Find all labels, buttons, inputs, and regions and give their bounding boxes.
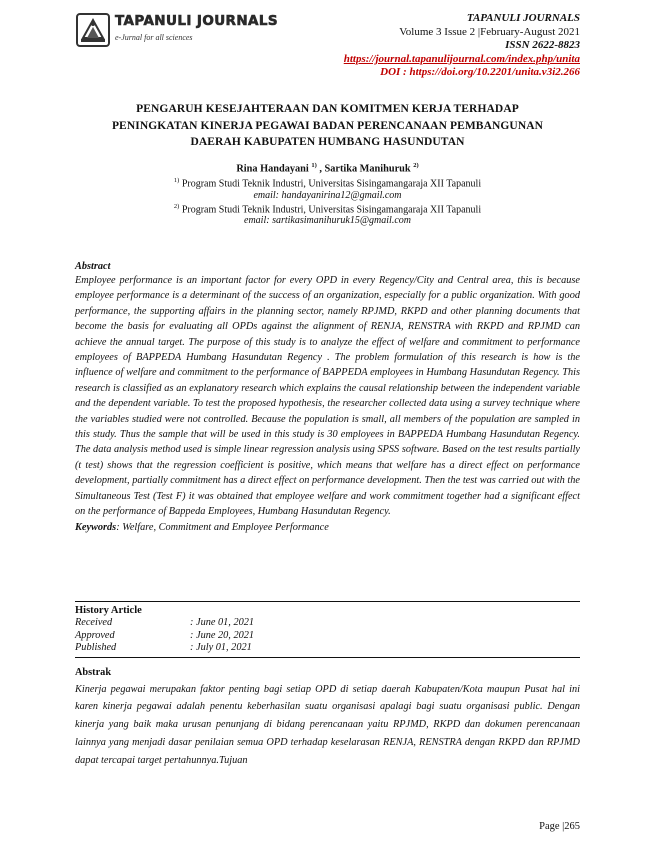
- affiliation-2: [75, 201, 580, 215]
- doi-link[interactable]: DOI : https://doi.org/10.2201/unita.v3i2.266: [380, 66, 580, 78]
- history-label: Published: [75, 642, 117, 653]
- history-row: [75, 617, 580, 630]
- page-number: Page |265: [539, 821, 580, 832]
- logo-wordmark: TAPANULI JOURNALS: [115, 13, 279, 29]
- history-label: Approved: [75, 629, 115, 641]
- author-2-sup: 2): [413, 162, 419, 169]
- author-separator: ,: [319, 163, 322, 175]
- volume-issue: Volume 3 Issue 2 |February-August 2021: [399, 25, 580, 38]
- email-2: email: sartikasimanihuruk15@gmail.com: [244, 215, 411, 227]
- author-2: Sartika Manihuruk: [324, 163, 411, 175]
- author-1-sup: 1): [311, 162, 317, 169]
- abstrak-heading: Abstrak: [75, 666, 112, 678]
- keywords-text: : Welfare, Commitment and Employee Performance: [116, 521, 329, 533]
- keywords: [75, 520, 580, 535]
- title-line: PENGARUH KESEJAHTERAAN DAN KOMITMEN KERJA TERHADAP: [136, 103, 519, 115]
- divider: [75, 657, 580, 658]
- history-heading: History Article: [75, 605, 142, 616]
- history-article: [75, 601, 580, 769]
- history-value: : July 01, 2021: [190, 642, 252, 653]
- history-row: [75, 630, 580, 643]
- paper-title: [75, 101, 580, 151]
- issn: ISSN 2622-8823: [505, 39, 580, 51]
- abstract-heading: Abstract: [75, 261, 111, 272]
- logo-tagline: e-Jurnal for all sciences: [115, 33, 193, 42]
- journal-name: TAPANULI JOURNALS: [466, 12, 580, 24]
- history-label: Received: [75, 617, 113, 628]
- affiliation-2-sup: 2): [173, 202, 180, 210]
- history-value: : June 20, 2021: [190, 629, 255, 641]
- title-line: PENINGKATAN KINERJA PEGAWAI BADAN PERENCANAAN PEMBANGUNAN: [111, 119, 544, 132]
- author-block: [75, 160, 580, 226]
- abstract-section: [75, 260, 580, 535]
- author-1: Rina Handayani: [236, 163, 309, 175]
- history-value: : June 01, 2021: [190, 617, 255, 628]
- journal-url-link[interactable]: https://journal.tapanulijournal.com/index.php/unita: [343, 52, 580, 65]
- affiliation-1: [75, 175, 580, 189]
- affiliation-2-text: Program Studi Teknik Industri, Universitas Sisingamangaraja XII Tapanuli: [181, 204, 482, 216]
- email-1: email: handayanirina12@gmail.com: [253, 189, 402, 201]
- title-line: DAERAH KABUPATEN HUMBANG HASUNDUTAN: [190, 136, 465, 148]
- keywords-label: Keywords: [75, 521, 117, 533]
- abstrak-text: Kinerja pegawai merupakan faktor penting bagi setiap OPD di setiap daerah Kabupaten/Kota maupun Pusat hal ini karen kinerja pegawai adalah penentu keberhasilan suatu organisasi apalagi bagi suatu organisasi public. Dengan kinerja yang baik maka urusan penunjang di bidang perencanaan yaitu RPJMD, RKPD dan dokumen perencanaan lainnya yang menjadi dasar penilaian semua OPD terhadap keselarasan RENJA, RENSTRA dengan RKPD dan RPJMD dapat tercapai target pertahunnya.Tujuan: [75, 683, 580, 766]
- abstract-text: Employee performance is an important factor for every OPD in every Regency/City and Central area, this is because employee performance is a determinant of the success of an organization, especially for a public organization. With good performance, the supporting affairs in the planning sector, namely RPJMD, RKPD and other planning documents that become the basis for evaluating all OPDs against the alignment of RENJA, RENSTRA with RKPD and RPJMD can achieve the annual target. The purpose of this study is to analyze the effect of welfare and commitment to performance employees of BAPPEDA Humbang Hasundutan Regency . The problem formulation of this research is how is the influence of welfare and commitment to the performance of BAPPEDA employees in Humbang Hasundutan Regency. This research is classified as an explanatory research which explains the causal relationship between the independent variable and the dependent variable. To test the proposed hypothesis, the researcher collected data using a survey technique where the variables studied were not controlled. Because the population is small, all members of the population are sampled in this study. Thus the sample that will be used in this study is 30 employees in BAPPEDA Humbang Hasundutan Regency. The data analysis method used is simple linear regression analysis using SPSS software. Based on the test results partially (t test) shows that the regression coefficient is positive, which means that welfare has a direct effect on performance development, partially commitment has a direct effect on performance development. Then the test was carried out with the Simultaneous Test (Test F) it was obtained that employee welfare and work commitment together had a significant effect on the performance of Bappeda Employees, Humbang Hasundutan Regency.: [75, 275, 580, 518]
- affiliation-1-text: Program Studi Teknik Industri, Universitas Sisingamangaraja XII Tapanuli: [181, 178, 482, 190]
- affiliation-1-sup: 1): [173, 177, 180, 185]
- journal-info: [344, 12, 580, 80]
- journal-logo: [75, 12, 279, 50]
- history-row: [75, 642, 580, 655]
- author-names: [75, 160, 580, 174]
- journal-emblem-icon: [75, 12, 111, 48]
